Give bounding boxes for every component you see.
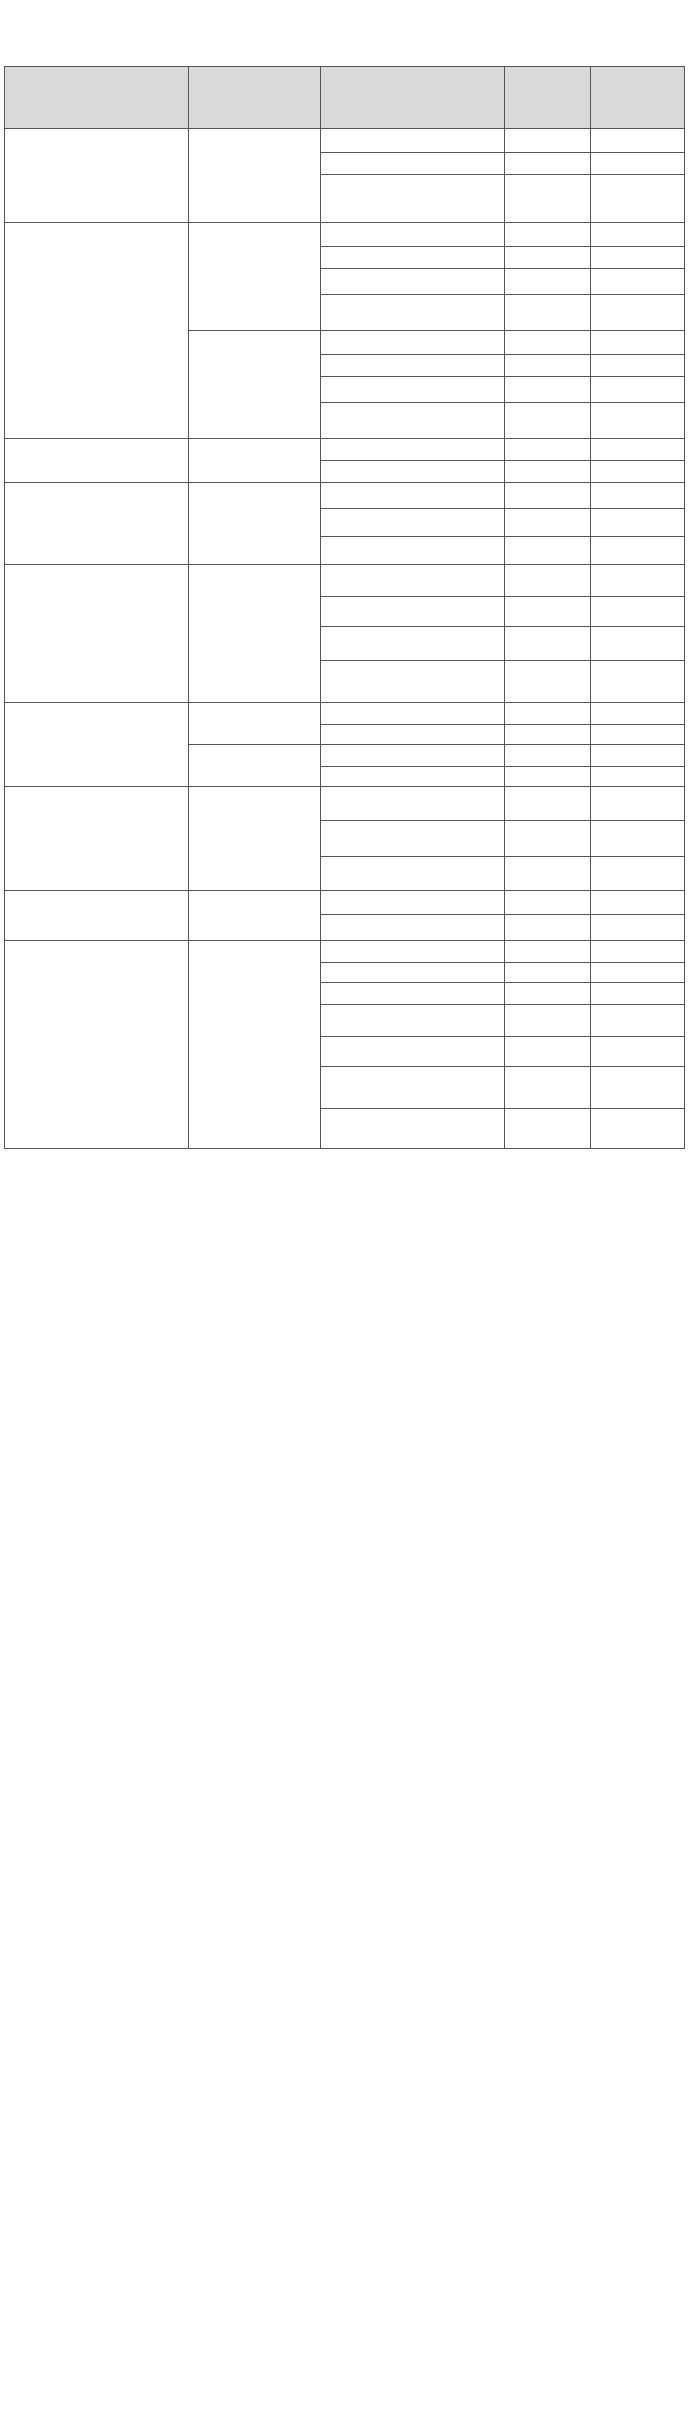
frequency-cell bbox=[591, 915, 685, 941]
final-code-cell bbox=[505, 963, 591, 983]
table-row bbox=[5, 129, 685, 153]
subcode-cell bbox=[321, 1067, 505, 1109]
frequency-cell bbox=[591, 627, 685, 661]
final-code-cell bbox=[505, 745, 591, 767]
subcode-cell bbox=[321, 377, 505, 403]
frequency-cell bbox=[591, 355, 685, 377]
code-cell bbox=[189, 129, 321, 223]
subcode-cell bbox=[321, 509, 505, 537]
denomination-cell bbox=[5, 891, 189, 941]
subcode-cell bbox=[321, 537, 505, 565]
table-row bbox=[5, 891, 685, 915]
code-cell bbox=[189, 703, 321, 745]
subcode-cell bbox=[321, 915, 505, 941]
frequency-cell bbox=[591, 857, 685, 891]
subcode-cell bbox=[321, 331, 505, 355]
frequency-cell bbox=[591, 767, 685, 787]
subcode-cell bbox=[321, 725, 505, 745]
final-code-cell bbox=[505, 565, 591, 597]
table-row bbox=[5, 787, 685, 821]
final-code-cell bbox=[505, 509, 591, 537]
codes-table bbox=[4, 66, 685, 1149]
final-code-cell bbox=[505, 725, 591, 745]
final-code-cell bbox=[505, 661, 591, 703]
final-code-cell bbox=[505, 787, 591, 821]
frequency-cell bbox=[591, 223, 685, 247]
final-code-cell bbox=[505, 355, 591, 377]
subcode-cell bbox=[321, 153, 505, 175]
subcode-cell bbox=[321, 963, 505, 983]
denomination-cell bbox=[5, 941, 189, 1149]
subcode-cell bbox=[321, 787, 505, 821]
subcode-cell bbox=[321, 891, 505, 915]
code-cell bbox=[189, 439, 321, 483]
frequency-cell bbox=[591, 703, 685, 725]
final-code-cell bbox=[505, 331, 591, 355]
subcode-cell bbox=[321, 767, 505, 787]
final-code-cell bbox=[505, 1037, 591, 1067]
table-row bbox=[5, 483, 685, 509]
final-code-cell bbox=[505, 537, 591, 565]
table-row bbox=[5, 703, 685, 725]
final-code-cell bbox=[505, 703, 591, 725]
table-row bbox=[5, 565, 685, 597]
subcode-cell bbox=[321, 857, 505, 891]
frequency-cell bbox=[591, 153, 685, 175]
subcode-cell bbox=[321, 627, 505, 661]
denomination-cell bbox=[5, 703, 189, 787]
final-code-cell bbox=[505, 1109, 591, 1149]
frequency-cell bbox=[591, 509, 685, 537]
final-code-cell bbox=[505, 627, 591, 661]
code-cell bbox=[189, 745, 321, 787]
code-cell bbox=[189, 331, 321, 439]
table-row bbox=[5, 439, 685, 461]
header-frecuencia bbox=[591, 67, 685, 129]
header-subcodigo bbox=[321, 67, 505, 129]
final-code-cell bbox=[505, 129, 591, 153]
final-code-cell bbox=[505, 983, 591, 1005]
frequency-cell bbox=[591, 787, 685, 821]
denomination-cell bbox=[5, 787, 189, 891]
subcode-cell bbox=[321, 565, 505, 597]
frequency-cell bbox=[591, 461, 685, 483]
denomination-cell bbox=[5, 129, 189, 223]
subcode-cell bbox=[321, 439, 505, 461]
frequency-cell bbox=[591, 247, 685, 269]
code-cell bbox=[189, 565, 321, 703]
subcode-cell bbox=[321, 983, 505, 1005]
subcode-cell bbox=[321, 247, 505, 269]
final-code-cell bbox=[505, 439, 591, 461]
subcode-cell bbox=[321, 745, 505, 767]
frequency-cell bbox=[591, 941, 685, 963]
table-row bbox=[5, 941, 685, 963]
final-code-cell bbox=[505, 483, 591, 509]
frequency-cell bbox=[591, 745, 685, 767]
final-code-cell bbox=[505, 941, 591, 963]
subcode-cell bbox=[321, 129, 505, 153]
subcode-cell bbox=[321, 1037, 505, 1067]
denomination-cell bbox=[5, 483, 189, 565]
subcode-cell bbox=[321, 661, 505, 703]
denomination-cell bbox=[5, 565, 189, 703]
subcode-cell bbox=[321, 461, 505, 483]
frequency-cell bbox=[591, 1067, 685, 1109]
frequency-cell bbox=[591, 175, 685, 223]
final-code-cell bbox=[505, 247, 591, 269]
frequency-cell bbox=[591, 483, 685, 509]
frequency-cell bbox=[591, 725, 685, 745]
denomination-cell bbox=[5, 223, 189, 439]
subcode-cell bbox=[321, 403, 505, 439]
frequency-cell bbox=[591, 439, 685, 461]
subcode-cell bbox=[321, 1109, 505, 1149]
frequency-cell bbox=[591, 661, 685, 703]
code-cell bbox=[189, 483, 321, 565]
frequency-cell bbox=[591, 983, 685, 1005]
frequency-cell bbox=[591, 963, 685, 983]
frequency-cell bbox=[591, 377, 685, 403]
frequency-cell bbox=[591, 129, 685, 153]
frequency-cell bbox=[591, 597, 685, 627]
subcode-cell bbox=[321, 941, 505, 963]
header-codigo bbox=[189, 67, 321, 129]
frequency-cell bbox=[591, 565, 685, 597]
frequency-cell bbox=[591, 1005, 685, 1037]
frequency-cell bbox=[591, 821, 685, 857]
subcode-cell bbox=[321, 597, 505, 627]
denomination-cell bbox=[5, 439, 189, 483]
final-code-cell bbox=[505, 891, 591, 915]
subcode-cell bbox=[321, 703, 505, 725]
subcode-cell bbox=[321, 821, 505, 857]
table-body bbox=[5, 129, 685, 1149]
subcode-cell bbox=[321, 355, 505, 377]
table-row bbox=[5, 223, 685, 247]
frequency-cell bbox=[591, 891, 685, 915]
frequency-cell bbox=[591, 1037, 685, 1067]
final-code-cell bbox=[505, 461, 591, 483]
subcode-cell bbox=[321, 295, 505, 331]
frequency-cell bbox=[591, 403, 685, 439]
header-codigo-final bbox=[505, 67, 591, 129]
final-code-cell bbox=[505, 269, 591, 295]
final-code-cell bbox=[505, 403, 591, 439]
final-code-cell bbox=[505, 1005, 591, 1037]
final-code-cell bbox=[505, 295, 591, 331]
frequency-cell bbox=[591, 269, 685, 295]
code-cell bbox=[189, 941, 321, 1149]
final-code-cell bbox=[505, 821, 591, 857]
table-header-row bbox=[5, 67, 685, 129]
subcode-cell bbox=[321, 223, 505, 247]
subcode-cell bbox=[321, 269, 505, 295]
final-code-cell bbox=[505, 857, 591, 891]
header-denominacion bbox=[5, 67, 189, 129]
final-code-cell bbox=[505, 597, 591, 627]
final-code-cell bbox=[505, 153, 591, 175]
frequency-cell bbox=[591, 331, 685, 355]
final-code-cell bbox=[505, 767, 591, 787]
frequency-cell bbox=[591, 537, 685, 565]
final-code-cell bbox=[505, 1067, 591, 1109]
code-cell bbox=[189, 223, 321, 331]
subcode-cell bbox=[321, 175, 505, 223]
code-cell bbox=[189, 787, 321, 891]
subcode-cell bbox=[321, 1005, 505, 1037]
final-code-cell bbox=[505, 377, 591, 403]
final-code-cell bbox=[505, 915, 591, 941]
frequency-cell bbox=[591, 1109, 685, 1149]
frequency-cell bbox=[591, 295, 685, 331]
subcode-cell bbox=[321, 483, 505, 509]
code-cell bbox=[189, 891, 321, 941]
final-code-cell bbox=[505, 175, 591, 223]
final-code-cell bbox=[505, 223, 591, 247]
